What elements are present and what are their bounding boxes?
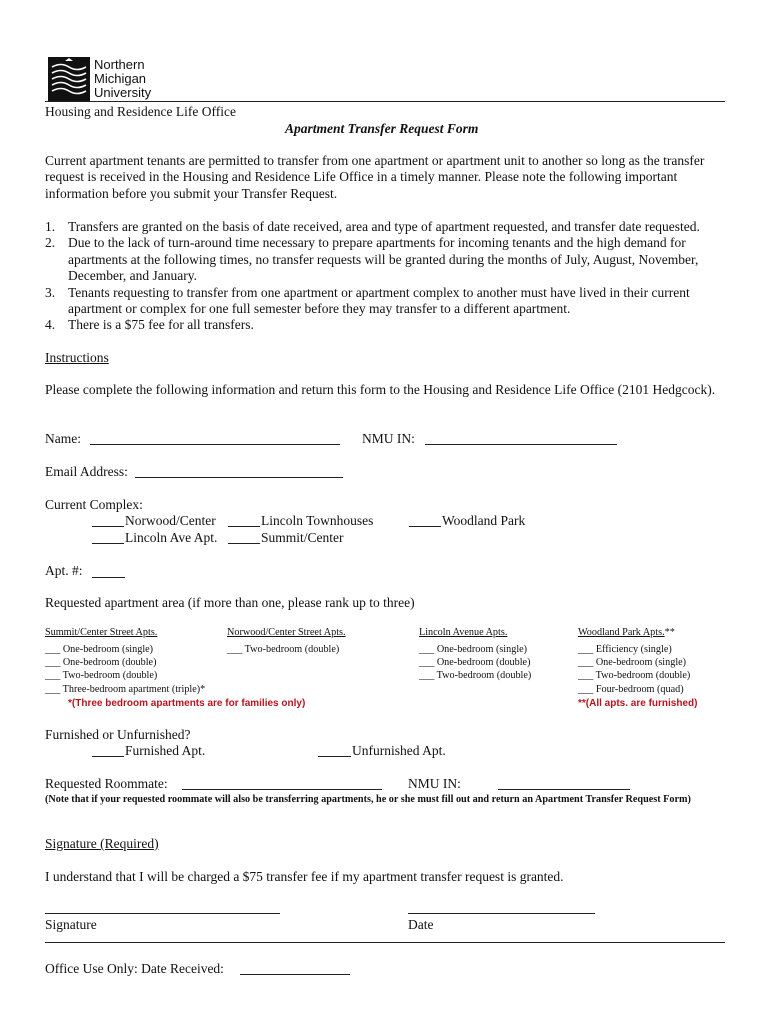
rule-item: 2. Due to the lack of turn-around time necessary to prepare apartments for incoming tenants and the high demand for apartments at the following times, no transfer requests will be granted during the months of July, August, November, December, and January.: [45, 235, 699, 284]
lincoln-ave-option: Lincoln Ave Apt.: [125, 530, 218, 545]
date-label: Date: [408, 917, 434, 932]
signature-field[interactable]: [45, 913, 280, 914]
roommate-nmu-in-field[interactable]: [498, 789, 630, 790]
signature-label: Signature: [45, 917, 97, 932]
name-field[interactable]: [90, 444, 340, 445]
furnished-option: Furnished Apt.: [125, 743, 206, 758]
instructions-heading: Instructions: [45, 350, 109, 365]
date-field[interactable]: [408, 913, 595, 914]
woodland-note: **(All apts. are furnished): [578, 698, 698, 709]
norwood-option: Norwood/Center: [125, 513, 216, 528]
lincoln-option-item[interactable]: ___ One-bedroom (single): [419, 644, 528, 655]
nmu-in-field[interactable]: [425, 444, 617, 445]
form-title: Apartment Transfer Request Form: [285, 121, 479, 136]
woodland-option-item[interactable]: ___ Four-bedroom (quad): [578, 684, 684, 695]
unfurnished-checkbox-line[interactable]: [318, 756, 351, 757]
logo-line-3: University: [94, 85, 152, 100]
instructions-text: Please complete the following information and return this form to the Housing and Residence Life Office (2101 Hedgcock).: [45, 382, 716, 397]
summit-option-item[interactable]: ___ Three-bedroom apartment (triple)*: [45, 684, 206, 695]
woodland-option-item[interactable]: ___ Efficiency (single): [578, 644, 672, 655]
office-name: Housing and Residence Life Office: [45, 104, 236, 119]
date-received-field[interactable]: [240, 974, 350, 975]
requested-area-label: Requested apartment area (if more than one, please rank up to three): [45, 595, 415, 610]
intro-paragraph: Current apartment tenants are permitted to transfer from one apartment or apartment unit to another so long as the transfer request is received in the Housing and Residence Life Office in a timely manner. Please note the following important information before you submit your Transfer Request.: [45, 153, 705, 201]
lincoln-townhouses-checkbox-line[interactable]: [228, 526, 260, 527]
name-label: Name:: [45, 431, 81, 446]
lincoln-option-item[interactable]: ___ One-bedroom (double): [419, 657, 531, 668]
logo-line-2: Michigan: [94, 71, 147, 86]
summit-option-item[interactable]: ___ One-bedroom (double): [45, 657, 157, 668]
woodland-area-heading: Woodland Park Apts.**: [578, 627, 675, 638]
apt-field[interactable]: [92, 577, 125, 578]
furnished-checkbox-line[interactable]: [92, 756, 124, 757]
woodland-option: Woodland Park: [442, 513, 526, 528]
rule-item: 4. There is a $75 fee for all transfers.: [45, 317, 254, 333]
summit-checkbox-line[interactable]: [228, 543, 260, 544]
summit-option-item[interactable]: ___ One-bedroom (single): [45, 644, 154, 655]
footer-rule: [45, 942, 725, 943]
signature-statement: I understand that I will be charged a $75 transfer fee if my apartment transfer request is granted.: [45, 869, 564, 884]
office-use-label: Office Use Only: Date Received:: [45, 961, 224, 976]
logo-line-1: Northern: [94, 57, 145, 72]
roommate-note: (Note that if your requested roommate will also be transferring apartments, he or she must fill out and return an Apartment Transfer Request Form): [45, 794, 691, 805]
summit-note: *(Three bedroom apartments are for families only): [68, 698, 306, 709]
header-rule: [45, 101, 725, 102]
roommate-label: Requested Roommate:: [45, 776, 168, 791]
summit-option-item[interactable]: ___ Two-bedroom (double): [45, 670, 158, 681]
rule-item: 3. Tenants requesting to transfer from one apartment or apartment complex to another must have lived in their current apartment or complex for one full semester before they may transfer to a different apartment.: [45, 284, 690, 317]
summit-area-heading: Summit/Center Street Apts.: [45, 627, 158, 638]
email-label: Email Address:: [45, 464, 128, 479]
rule-item: 1. Transfers are granted on the basis of date received, area and type of apartment requested, and transfer date requested.: [45, 219, 700, 234]
apt-label: Apt. #:: [45, 563, 83, 578]
woodland-option-item[interactable]: ___ One-bedroom (single): [578, 657, 687, 668]
nmu-logo-icon: [48, 57, 90, 101]
roommate-field[interactable]: [182, 789, 382, 790]
lincoln-area-heading: Lincoln Avenue Apts.: [419, 627, 508, 638]
norwood-checkbox-line[interactable]: [92, 526, 124, 527]
norwood-area-heading: Norwood/Center Street Apts.: [227, 627, 346, 638]
furnished-question: Furnished or Unfurnished?: [45, 727, 191, 742]
roommate-nmu-in-label: NMU IN:: [408, 776, 461, 791]
lincoln-option-item[interactable]: ___ Two-bedroom (double): [419, 670, 532, 681]
norwood-option-item[interactable]: ___ Two-bedroom (double): [227, 644, 340, 655]
rules-list: [45, 219, 735, 334]
lincoln-ave-checkbox-line[interactable]: [92, 543, 124, 544]
nmu-in-label: NMU IN:: [362, 431, 415, 446]
signature-heading: Signature (Required): [45, 836, 159, 851]
current-complex-label: Current Complex:: [45, 497, 143, 512]
summit-option: Summit/Center: [261, 530, 344, 545]
email-field[interactable]: [135, 477, 343, 478]
woodland-option-item[interactable]: ___ Two-bedroom (double): [578, 670, 691, 681]
lincoln-townhouses-option: Lincoln Townhouses: [261, 513, 374, 528]
unfurnished-option: Unfurnished Apt.: [352, 743, 446, 758]
woodland-checkbox-line[interactable]: [409, 526, 441, 527]
